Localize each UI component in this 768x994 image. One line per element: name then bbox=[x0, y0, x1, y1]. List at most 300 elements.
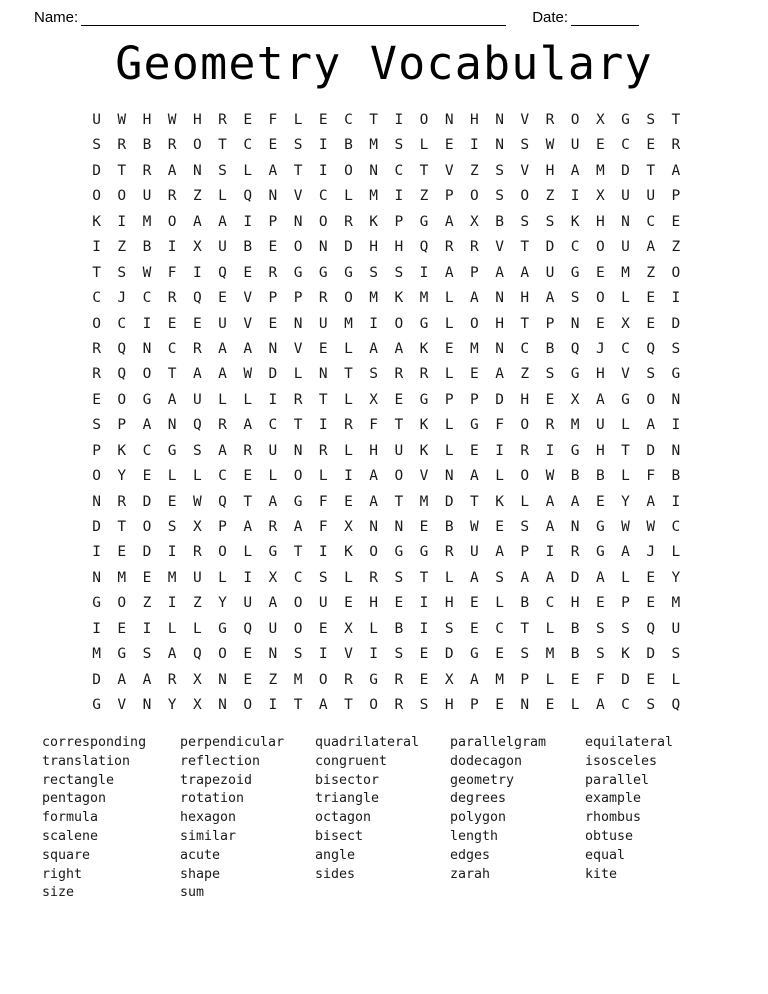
grid-cell[interactable]: X bbox=[470, 213, 479, 230]
word-list-item[interactable]: reflection bbox=[180, 753, 261, 769]
grid-cell[interactable]: S bbox=[671, 340, 681, 357]
grid-cell[interactable]: L bbox=[243, 391, 253, 408]
grid-cell[interactable]: O bbox=[92, 468, 101, 485]
grid-cell[interactable]: I bbox=[243, 213, 253, 230]
grid-cell[interactable]: F bbox=[318, 519, 328, 535]
grid-cell[interactable]: E bbox=[142, 468, 152, 485]
grid-cell[interactable]: Y bbox=[167, 697, 177, 714]
grid-cell[interactable]: I bbox=[671, 290, 681, 307]
grid-cell[interactable]: L bbox=[243, 162, 253, 179]
grid-cell[interactable]: G bbox=[92, 697, 101, 714]
grid-cell[interactable]: B bbox=[671, 468, 681, 485]
word-list-item[interactable]: square bbox=[42, 847, 91, 863]
grid-cell[interactable]: O bbox=[117, 391, 127, 408]
grid-cell[interactable]: I bbox=[142, 620, 152, 637]
grid-cell[interactable]: T bbox=[293, 544, 303, 561]
grid-cell[interactable]: L bbox=[243, 544, 253, 561]
grid-cell[interactable]: G bbox=[419, 213, 429, 230]
grid-cell[interactable]: I bbox=[117, 213, 127, 230]
grid-cell[interactable]: R bbox=[142, 162, 152, 179]
grid-cell[interactable]: O bbox=[92, 315, 101, 332]
grid-cell[interactable]: N bbox=[369, 519, 379, 535]
grid-cell[interactable]: G bbox=[142, 391, 152, 408]
date-write-in-line[interactable] bbox=[571, 10, 639, 26]
grid-cell[interactable]: U bbox=[218, 315, 227, 332]
grid-cell[interactable]: L bbox=[167, 620, 177, 637]
grid-cell[interactable]: T bbox=[293, 697, 303, 714]
grid-cell[interactable]: W bbox=[192, 493, 202, 510]
grid-cell[interactable]: L bbox=[570, 697, 580, 714]
grid-cell[interactable]: X bbox=[192, 697, 202, 714]
grid-cell[interactable]: C bbox=[646, 213, 656, 230]
grid-cell[interactable]: U bbox=[470, 544, 479, 561]
grid-cell[interactable]: A bbox=[520, 569, 530, 586]
grid-cell[interactable]: R bbox=[268, 264, 278, 281]
grid-cell[interactable]: Q bbox=[192, 646, 202, 663]
grid-cell[interactable]: L bbox=[318, 468, 328, 485]
grid-cell[interactable]: N bbox=[92, 493, 101, 510]
grid-cell[interactable]: O bbox=[520, 188, 530, 205]
grid-cell[interactable]: W bbox=[142, 264, 152, 281]
grid-cell[interactable]: R bbox=[470, 239, 479, 256]
grid-cell[interactable]: D bbox=[142, 544, 152, 561]
grid-cell[interactable]: M bbox=[369, 137, 379, 154]
grid-cell[interactable]: P bbox=[520, 544, 530, 561]
word-list-item[interactable]: edges bbox=[450, 847, 491, 863]
grid-cell[interactable]: E bbox=[595, 137, 605, 154]
grid-cell[interactable]: I bbox=[419, 264, 429, 281]
grid-cell[interactable]: O bbox=[142, 366, 152, 383]
grid-cell[interactable]: K bbox=[92, 213, 101, 230]
grid-cell[interactable]: E bbox=[344, 595, 353, 612]
grid-cell[interactable]: X bbox=[595, 188, 605, 205]
grid-cell[interactable]: R bbox=[671, 137, 681, 154]
grid-cell[interactable]: P bbox=[92, 442, 101, 459]
grid-cell[interactable]: X bbox=[570, 391, 580, 408]
grid-cell[interactable]: P bbox=[545, 315, 555, 332]
grid-cell[interactable]: U bbox=[318, 315, 328, 332]
grid-cell[interactable]: L bbox=[344, 391, 353, 408]
grid-cell[interactable]: M bbox=[495, 671, 504, 688]
grid-cell[interactable]: C bbox=[293, 569, 303, 586]
grid-cell[interactable]: F bbox=[495, 417, 504, 434]
grid-cell[interactable]: R bbox=[117, 493, 127, 510]
grid-cell[interactable]: U bbox=[92, 112, 101, 128]
grid-cell[interactable]: A bbox=[470, 671, 479, 688]
grid-cell[interactable]: A bbox=[444, 213, 454, 230]
grid-cell[interactable]: I bbox=[167, 595, 177, 612]
grid-cell[interactable]: Q bbox=[117, 340, 127, 357]
grid-cell[interactable]: O bbox=[293, 468, 303, 485]
grid-cell[interactable]: Z bbox=[671, 239, 681, 256]
grid-cell[interactable]: B bbox=[495, 213, 504, 230]
grid-cell[interactable]: E bbox=[419, 519, 429, 535]
grid-cell[interactable]: Z bbox=[520, 366, 530, 383]
grid-cell[interactable]: Z bbox=[142, 595, 152, 612]
grid-cell[interactable]: E bbox=[243, 671, 253, 688]
grid-cell[interactable]: E bbox=[142, 569, 152, 586]
grid-cell[interactable]: C bbox=[92, 290, 101, 307]
grid-cell[interactable]: N bbox=[444, 468, 454, 485]
grid-cell[interactable]: Q bbox=[570, 340, 580, 357]
grid-cell[interactable]: K bbox=[570, 213, 580, 230]
grid-cell[interactable]: O bbox=[520, 468, 530, 485]
grid-cell[interactable]: R bbox=[444, 544, 454, 561]
grid-cell[interactable]: E bbox=[646, 290, 656, 307]
grid-cell[interactable]: E bbox=[318, 340, 328, 357]
grid-cell[interactable]: A bbox=[293, 519, 303, 535]
grid-cell[interactable]: L bbox=[621, 417, 630, 434]
grid-cell[interactable]: I bbox=[92, 544, 101, 561]
grid-cell[interactable]: E bbox=[570, 671, 580, 688]
word-list-item[interactable]: octagon bbox=[315, 810, 372, 826]
grid-cell[interactable]: P bbox=[293, 290, 303, 307]
grid-cell[interactable]: G bbox=[117, 646, 127, 663]
grid-cell[interactable]: C bbox=[394, 162, 404, 179]
grid-cell[interactable]: I bbox=[243, 569, 253, 586]
grid-cell[interactable]: A bbox=[369, 493, 379, 510]
grid-cell[interactable]: T bbox=[520, 315, 530, 332]
grid-cell[interactable]: M bbox=[419, 290, 429, 307]
grid-cell[interactable]: A bbox=[595, 569, 605, 586]
grid-cell[interactable]: E bbox=[268, 315, 278, 332]
grid-cell[interactable]: I bbox=[545, 442, 555, 459]
grid-cell[interactable]: E bbox=[419, 671, 429, 688]
grid-cell[interactable]: A bbox=[243, 417, 253, 434]
grid-cell[interactable]: C bbox=[218, 468, 227, 485]
grid-cell[interactable]: G bbox=[595, 544, 605, 561]
grid-cell[interactable]: B bbox=[344, 137, 353, 154]
grid-cell[interactable]: G bbox=[570, 442, 580, 459]
grid-cell[interactable]: L bbox=[344, 340, 353, 357]
grid-cell[interactable]: R bbox=[318, 290, 328, 307]
grid-cell[interactable]: Z bbox=[268, 671, 278, 688]
grid-cell[interactable]: N bbox=[495, 340, 504, 357]
grid-cell[interactable]: C bbox=[621, 340, 630, 357]
grid-cell[interactable]: I bbox=[369, 646, 379, 663]
grid-cell[interactable]: Z bbox=[646, 264, 656, 281]
grid-cell[interactable]: E bbox=[470, 366, 479, 383]
grid-cell[interactable]: U bbox=[268, 442, 278, 459]
grid-cell[interactable]: A bbox=[470, 569, 479, 586]
grid-cell[interactable]: L bbox=[268, 468, 278, 485]
grid-cell[interactable]: K bbox=[419, 442, 429, 459]
grid-cell[interactable]: O bbox=[394, 468, 404, 485]
grid-cell[interactable]: R bbox=[344, 213, 353, 230]
grid-cell[interactable]: X bbox=[344, 620, 353, 637]
grid-cell[interactable]: I bbox=[369, 315, 379, 332]
grid-cell[interactable]: R bbox=[570, 544, 580, 561]
grid-cell[interactable]: M bbox=[419, 493, 429, 510]
grid-cell[interactable]: N bbox=[495, 290, 504, 307]
grid-cell[interactable]: M bbox=[142, 213, 152, 230]
grid-cell[interactable]: N bbox=[318, 239, 328, 256]
grid-cell[interactable]: T bbox=[318, 391, 328, 408]
grid-cell[interactable]: O bbox=[344, 162, 353, 179]
grid-cell[interactable]: X bbox=[192, 519, 202, 535]
grid-cell[interactable]: I bbox=[470, 137, 479, 154]
grid-cell[interactable]: O bbox=[218, 544, 227, 561]
grid-cell[interactable]: O bbox=[318, 213, 328, 230]
grid-cell[interactable]: G bbox=[369, 671, 379, 688]
grid-cell[interactable]: A bbox=[646, 239, 656, 256]
grid-cell[interactable]: G bbox=[570, 264, 580, 281]
grid-cell[interactable]: B bbox=[570, 468, 580, 485]
grid-cell[interactable]: U bbox=[621, 239, 630, 256]
grid-cell[interactable]: U bbox=[394, 442, 404, 459]
grid-cell[interactable]: S bbox=[444, 620, 454, 637]
grid-cell[interactable]: I bbox=[92, 620, 101, 637]
grid-cell[interactable]: A bbox=[621, 544, 630, 561]
grid-cell[interactable]: C bbox=[495, 620, 504, 637]
grid-cell[interactable]: S bbox=[92, 417, 101, 434]
word-list-item[interactable]: formula bbox=[42, 810, 99, 826]
grid-cell[interactable]: M bbox=[344, 315, 353, 332]
grid-cell[interactable]: S bbox=[369, 366, 379, 383]
grid-cell[interactable]: N bbox=[671, 391, 681, 408]
grid-cell[interactable]: W bbox=[470, 519, 479, 535]
grid-cell[interactable]: A bbox=[520, 264, 530, 281]
grid-cell[interactable]: A bbox=[470, 468, 479, 485]
grid-cell[interactable]: A bbox=[192, 213, 202, 230]
grid-cell[interactable]: E bbox=[646, 671, 656, 688]
grid-cell[interactable]: I bbox=[268, 391, 278, 408]
grid-cell[interactable]: L bbox=[167, 468, 177, 485]
grid-cell[interactable]: D bbox=[444, 646, 454, 663]
grid-cell[interactable]: Y bbox=[671, 569, 681, 586]
grid-cell[interactable]: Z bbox=[419, 188, 429, 205]
grid-cell[interactable]: C bbox=[142, 442, 152, 459]
grid-cell[interactable]: S bbox=[92, 137, 101, 154]
grid-cell[interactable]: W bbox=[545, 468, 555, 485]
word-list-item[interactable]: parallel bbox=[585, 772, 650, 788]
grid-cell[interactable]: S bbox=[520, 137, 530, 154]
grid-cell[interactable]: X bbox=[369, 391, 379, 408]
word-list-item[interactable]: pentagon bbox=[42, 791, 107, 807]
grid-cell[interactable]: O bbox=[243, 697, 253, 714]
grid-cell[interactable]: A bbox=[167, 646, 177, 663]
grid-cell[interactable]: T bbox=[470, 493, 479, 510]
grid-cell[interactable]: G bbox=[621, 112, 630, 128]
grid-cell[interactable]: D bbox=[92, 671, 101, 688]
grid-cell[interactable]: O bbox=[595, 290, 605, 307]
grid-cell[interactable]: A bbox=[167, 162, 177, 179]
grid-cell[interactable]: I bbox=[268, 697, 278, 714]
grid-cell[interactable]: A bbox=[142, 671, 152, 688]
grid-cell[interactable]: H bbox=[444, 595, 454, 612]
grid-cell[interactable]: I bbox=[419, 620, 429, 637]
word-list-item[interactable]: rotation bbox=[180, 791, 245, 807]
grid-cell[interactable]: R bbox=[268, 519, 278, 535]
grid-cell[interactable]: U bbox=[595, 417, 605, 434]
grid-cell[interactable]: C bbox=[142, 290, 152, 307]
word-list-item[interactable]: triangle bbox=[315, 791, 380, 807]
grid-cell[interactable]: C bbox=[621, 697, 630, 714]
grid-cell[interactable]: P bbox=[671, 188, 681, 205]
grid-cell[interactable]: R bbox=[318, 442, 328, 459]
grid-cell[interactable]: A bbox=[218, 366, 227, 383]
grid-cell[interactable]: S bbox=[495, 569, 504, 586]
grid-cell[interactable]: I bbox=[318, 162, 328, 179]
grid-cell[interactable]: Q bbox=[646, 340, 656, 357]
grid-cell[interactable]: L bbox=[621, 569, 630, 586]
grid-cell[interactable]: N bbox=[142, 340, 152, 357]
grid-cell[interactable]: M bbox=[92, 646, 101, 663]
grid-cell[interactable]: I bbox=[318, 137, 328, 154]
grid-cell[interactable]: K bbox=[419, 340, 429, 357]
grid-cell[interactable]: V bbox=[520, 162, 530, 179]
grid-cell[interactable]: U bbox=[268, 620, 278, 637]
grid-cell[interactable]: H bbox=[595, 442, 605, 459]
grid-cell[interactable]: N bbox=[192, 162, 202, 179]
grid-cell[interactable]: J bbox=[595, 340, 605, 357]
grid-cell[interactable]: I bbox=[192, 264, 202, 281]
grid-cell[interactable]: E bbox=[344, 493, 353, 510]
grid-cell[interactable]: R bbox=[394, 697, 404, 714]
grid-cell[interactable]: T bbox=[293, 417, 303, 434]
grid-cell[interactable]: A bbox=[444, 264, 454, 281]
grid-cell[interactable]: A bbox=[495, 264, 504, 281]
grid-cell[interactable]: S bbox=[595, 646, 605, 663]
grid-cell[interactable]: I bbox=[394, 112, 404, 128]
grid-cell[interactable]: G bbox=[419, 315, 429, 332]
grid-cell[interactable]: A bbox=[369, 468, 379, 485]
word-list-item[interactable]: similar bbox=[180, 828, 237, 844]
grid-cell[interactable]: F bbox=[595, 671, 605, 688]
grid-cell[interactable]: S bbox=[520, 213, 530, 230]
grid-cell[interactable]: Q bbox=[243, 620, 253, 637]
grid-cell[interactable]: M bbox=[117, 569, 127, 586]
grid-cell[interactable]: H bbox=[142, 112, 152, 128]
grid-cell[interactable]: L bbox=[192, 620, 202, 637]
grid-cell[interactable]: L bbox=[444, 290, 454, 307]
word-list-item[interactable]: geometry bbox=[450, 772, 515, 788]
grid-cell[interactable]: X bbox=[444, 671, 454, 688]
grid-cell[interactable]: O bbox=[570, 112, 580, 128]
word-list-item[interactable]: degrees bbox=[450, 791, 507, 807]
grid-cell[interactable]: T bbox=[243, 493, 253, 510]
grid-cell[interactable]: A bbox=[243, 519, 253, 535]
grid-cell[interactable]: T bbox=[671, 112, 681, 128]
grid-cell[interactable]: W bbox=[243, 366, 253, 383]
grid-cell[interactable]: O bbox=[92, 188, 101, 205]
grid-cell[interactable]: O bbox=[293, 620, 303, 637]
grid-cell[interactable]: B bbox=[243, 239, 253, 256]
grid-cell[interactable]: J bbox=[117, 290, 127, 307]
word-list-item[interactable]: bisect bbox=[315, 828, 364, 844]
grid-cell[interactable]: E bbox=[394, 595, 404, 612]
grid-cell[interactable]: S bbox=[495, 162, 504, 179]
grid-cell[interactable]: M bbox=[470, 340, 479, 357]
grid-cell[interactable]: V bbox=[520, 112, 530, 128]
grid-cell[interactable]: X bbox=[344, 519, 353, 535]
grid-cell[interactable]: S bbox=[142, 646, 152, 663]
grid-cell[interactable]: I bbox=[167, 544, 177, 561]
grid-cell[interactable]: U bbox=[646, 188, 656, 205]
grid-cell[interactable]: E bbox=[646, 137, 656, 154]
grid-cell[interactable]: M bbox=[671, 595, 681, 612]
grid-cell[interactable]: O bbox=[470, 315, 479, 332]
grid-cell[interactable]: V bbox=[293, 188, 303, 205]
grid-cell[interactable]: Q bbox=[218, 493, 227, 510]
grid-cell[interactable]: G bbox=[344, 264, 353, 281]
grid-cell[interactable]: M bbox=[545, 646, 555, 663]
grid-cell[interactable]: P bbox=[470, 697, 479, 714]
grid-cell[interactable]: A bbox=[243, 340, 253, 357]
grid-cell[interactable]: M bbox=[570, 417, 580, 434]
grid-cell[interactable]: T bbox=[621, 442, 630, 459]
grid-cell[interactable]: M bbox=[621, 264, 630, 281]
grid-cell[interactable]: N bbox=[318, 366, 328, 383]
grid-cell[interactable]: G bbox=[671, 366, 681, 383]
grid-cell[interactable]: J bbox=[646, 544, 656, 561]
grid-cell[interactable]: E bbox=[92, 391, 101, 408]
grid-cell[interactable]: P bbox=[520, 671, 530, 688]
grid-cell[interactable]: L bbox=[545, 671, 555, 688]
grid-cell[interactable]: V bbox=[419, 468, 429, 485]
grid-cell[interactable]: P bbox=[444, 188, 454, 205]
grid-cell[interactable]: B bbox=[595, 468, 605, 485]
grid-cell[interactable]: R bbox=[218, 112, 227, 128]
grid-cell[interactable]: A bbox=[192, 366, 202, 383]
grid-cell[interactable]: D bbox=[495, 391, 504, 408]
grid-cell[interactable]: C bbox=[570, 239, 580, 256]
grid-cell[interactable]: H bbox=[369, 442, 379, 459]
grid-cell[interactable]: E bbox=[444, 137, 454, 154]
grid-cell[interactable]: F bbox=[167, 264, 177, 281]
grid-cell[interactable]: C bbox=[545, 595, 555, 612]
grid-cell[interactable]: E bbox=[470, 442, 479, 459]
grid-cell[interactable]: B bbox=[545, 340, 555, 357]
grid-cell[interactable]: W bbox=[167, 112, 177, 128]
grid-cell[interactable]: E bbox=[268, 239, 278, 256]
grid-cell[interactable]: Y bbox=[621, 493, 630, 510]
grid-cell[interactable]: V bbox=[444, 162, 454, 179]
grid-cell[interactable]: O bbox=[595, 239, 605, 256]
word-list-item[interactable]: parallelgram bbox=[450, 735, 547, 750]
grid-cell[interactable]: C bbox=[520, 340, 530, 357]
grid-cell[interactable]: L bbox=[218, 188, 227, 205]
grid-cell[interactable]: S bbox=[167, 519, 177, 535]
grid-cell[interactable]: X bbox=[192, 239, 202, 256]
word-list-item[interactable]: sum bbox=[180, 885, 205, 901]
grid-cell[interactable]: D bbox=[92, 162, 101, 179]
grid-cell[interactable]: R bbox=[344, 417, 353, 434]
grid-cell[interactable]: S bbox=[117, 264, 127, 281]
grid-cell[interactable]: L bbox=[444, 315, 454, 332]
grid-cell[interactable]: R bbox=[293, 391, 303, 408]
grid-cell[interactable]: O bbox=[369, 697, 379, 714]
grid-cell[interactable]: C bbox=[167, 340, 177, 357]
word-list-item[interactable]: example bbox=[585, 791, 642, 807]
grid-cell[interactable]: B bbox=[394, 620, 404, 637]
word-list-item[interactable]: kite bbox=[585, 866, 618, 882]
grid-cell[interactable]: L bbox=[192, 468, 202, 485]
grid-cell[interactable]: I bbox=[318, 417, 328, 434]
grid-cell[interactable]: L bbox=[520, 493, 530, 510]
grid-cell[interactable]: A bbox=[570, 493, 580, 510]
grid-cell[interactable]: T bbox=[369, 112, 379, 128]
grid-cell[interactable]: G bbox=[293, 264, 303, 281]
grid-cell[interactable]: N bbox=[621, 213, 630, 230]
grid-cell[interactable]: K bbox=[621, 646, 630, 663]
grid-cell[interactable]: K bbox=[419, 417, 429, 434]
grid-cell[interactable]: L bbox=[671, 544, 681, 561]
grid-cell[interactable]: Q bbox=[646, 620, 656, 637]
grid-cell[interactable]: D bbox=[92, 519, 101, 535]
grid-cell[interactable]: G bbox=[218, 620, 227, 637]
grid-cell[interactable]: P bbox=[470, 391, 479, 408]
